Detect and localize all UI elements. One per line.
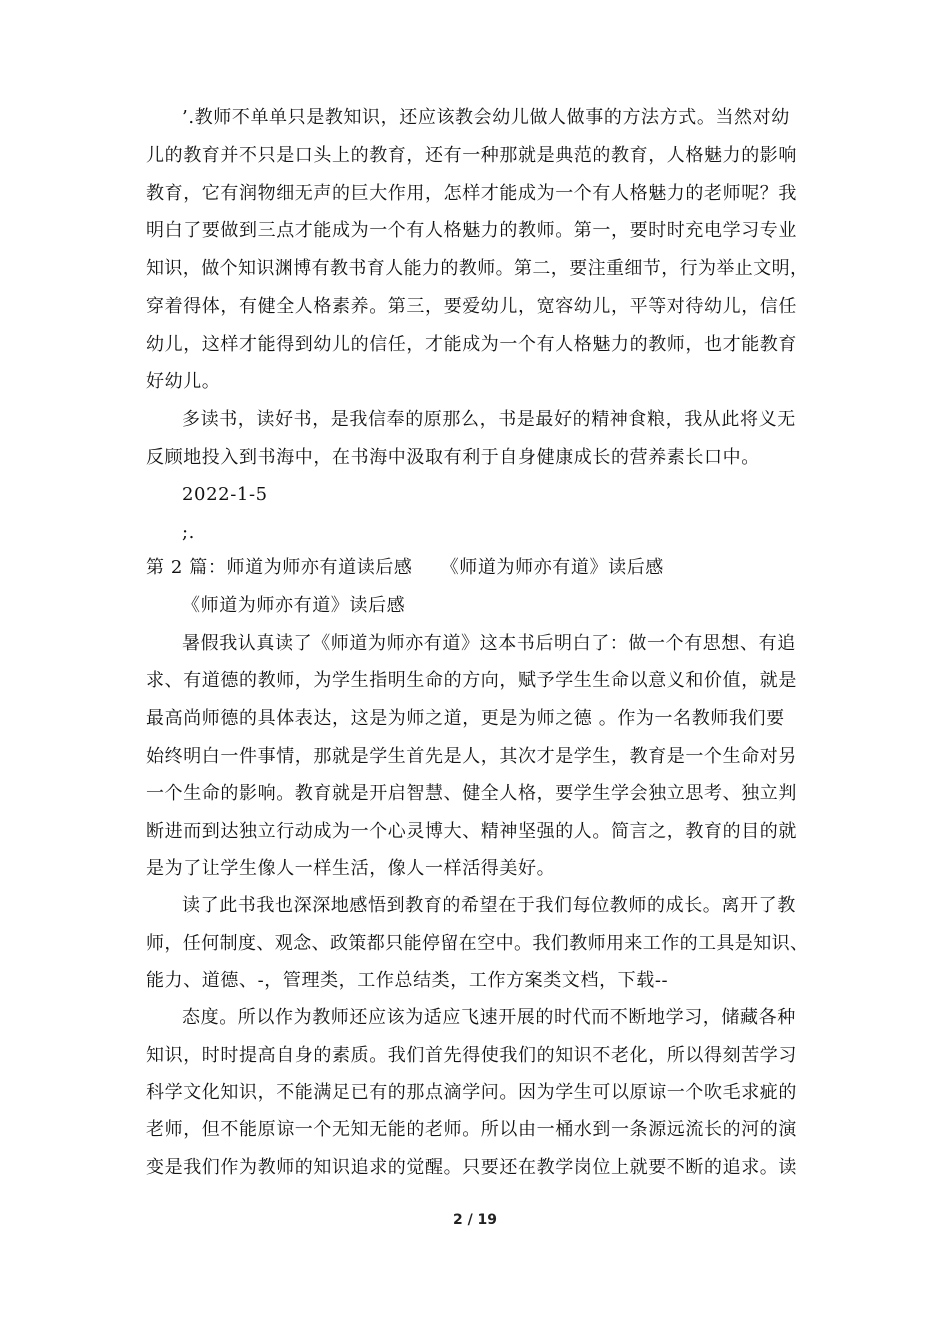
page-number: 2 / 19 (452, 1212, 498, 1228)
text-line: 师，任何制度、观念、政策都只能停留在空中。我们教师用来工作的工具是知识、 (146, 933, 809, 954)
text-line: 明白了要做到三点才能成为一个有人格魅力的教师。第一，要时时充电学习专业 (146, 220, 797, 241)
text-line: 求、有道德的教师，为学生指明生命的方向，赋予学生生命以意义和价值，就是 (146, 670, 797, 691)
text-line: 多读书，读好书，是我信奉的原那么，书是最好的精神食粮，我从此将义无 (182, 409, 796, 430)
text-line: 知识，做个知识渊博有教书育人能力的教师。第二，要注重细节，行为举止文明， (146, 258, 809, 279)
text-line: ;. (182, 522, 195, 543)
text-line: 好幼儿。 (146, 371, 221, 392)
text-line: 是为了让学生像人一样生活，像人一样活得美好。 (146, 858, 556, 879)
text-line: 能力、道德、-，管理类，工作总结类，工作方案类文档，下载-- (146, 970, 669, 991)
article-title: 《师道为师亦有道》读后感 (182, 595, 406, 616)
text-line: 最高尚师德的具体表达，这是为师之道，更是为师之德 。作为一名教师我们要 (146, 708, 785, 729)
text-line: 教育，它有润物细无声的巨大作用，怎样才能成为一个有人格魅力的老师呢？我 (146, 183, 797, 204)
text-line: 态度。所以作为教师还应该为适应飞速开展的时代而不断地学习，储藏各种 (182, 1007, 796, 1028)
text-line: 变是我们作为教师的知识追求的觉醒。只要还在教学岗位上就要不断的追求。读 (146, 1157, 797, 1178)
text-line: 反顾地投入到书海中，在书海中汲取有利于自身健康成长的营养素长口中。 (146, 447, 760, 468)
date-line: 2022-1-5 (182, 484, 268, 505)
text-line: ’.教师不单单只是教知识，还应该教会幼儿做人做事的方法方式。当然对幼 (182, 107, 790, 128)
text-line: 断进而到达独立行动成为一个心灵博大、精神坚强的人。简言之，教育的目的就 (146, 821, 797, 842)
text-line: 科学文化知识，不能满足已有的那点滴学问。因为学生可以原谅一个吹毛求疵的 (146, 1082, 797, 1103)
text-line: 知识，时时提高自身的素质。我们首先得使我们的知识不老化，所以得刻苦学习 (146, 1045, 797, 1066)
section-heading: 第 2 篇：师道为师亦有道读后感 《师道为师亦有道》读后感 (146, 557, 664, 578)
text-line: 幼儿，这样才能得到幼儿的信任，才能成为一个有人格魅力的教师，也才能教育 (146, 334, 797, 355)
text-line: 暑假我认真读了《师道为师亦有道》这本书后明白了：做一个有思想、有追 (182, 633, 796, 654)
text-line: 始终明白一件事情，那就是学生首先是人，其次才是学生，教育是一个生命对另 (146, 746, 797, 767)
text-line: 一个生命的影响。教育就是开启智慧、健全人格，要学生学会独立思考、独立判 (146, 783, 797, 804)
text-line: 老师，但不能原谅一个无知无能的老师。所以由一桶水到一条源远流长的河的演 (146, 1119, 797, 1140)
text-line: 儿的教育并不只是口头上的教育，还有一种那就是典范的教育，人格魅力的影响 (146, 145, 797, 166)
text-line: 读了此书我也深深地感悟到教育的希望在于我们每位教师的成长。离开了教 (182, 895, 796, 916)
text-line: 穿着得体，有健全人格素养。第三，要爱幼儿，宽容幼儿，平等对待幼儿，信任 (146, 296, 797, 317)
